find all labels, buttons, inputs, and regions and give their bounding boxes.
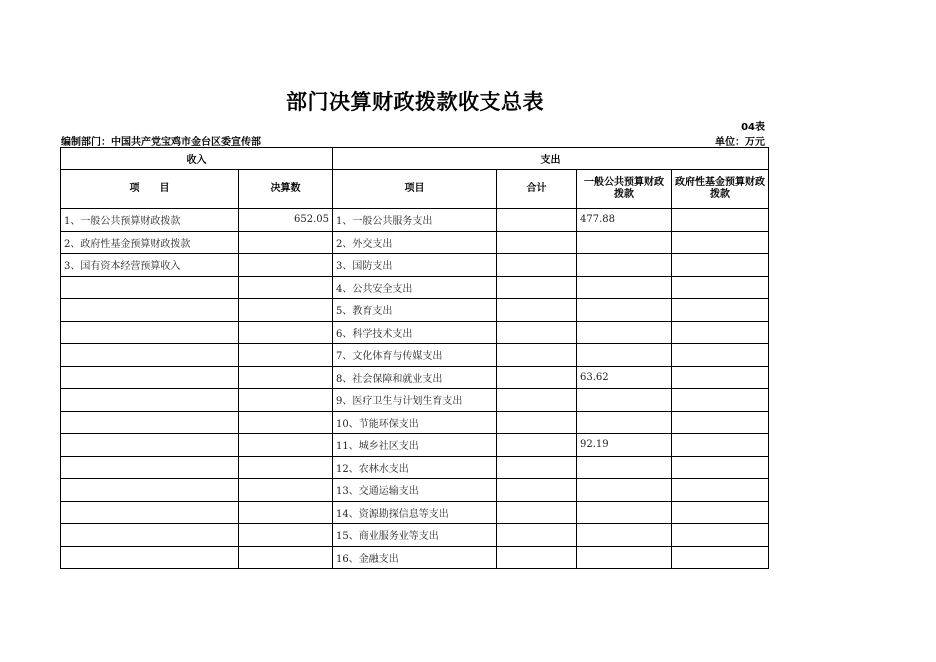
general-budget-cell: [577, 344, 672, 367]
expense-item-cell: 13、交通运输支出: [333, 479, 497, 502]
table-row: [61, 501, 769, 524]
income-item-cell: [61, 434, 239, 457]
general-budget-cell: [577, 546, 672, 569]
report-title: 部门决算财政拨款收支总表: [286, 90, 544, 114]
gov-fund-cell: [672, 209, 769, 232]
expense-item-cell: 10、节能环保支出: [333, 411, 497, 434]
income-item-cell: [61, 546, 239, 569]
table-row: [61, 479, 769, 502]
expense-item-cell: 8、社会保障和就业支出: [333, 366, 497, 389]
total-cell: [497, 479, 577, 502]
expense-item-cell: 5、教育支出: [333, 299, 497, 322]
total-cell: [497, 411, 577, 434]
table-row: [61, 411, 769, 434]
total-cell: [497, 501, 577, 524]
gov-fund-cell: [672, 231, 769, 254]
total-cell: [497, 231, 577, 254]
general-budget-cell: [577, 299, 672, 322]
income-item-cell: [61, 389, 239, 412]
table-row: [61, 299, 769, 322]
table-row: [61, 524, 769, 547]
general-budget-cell: [577, 254, 672, 277]
income-header: 收入: [61, 148, 333, 170]
total-cell: [497, 546, 577, 569]
expense-item-cell: 7、文化体育与传媒支出: [333, 344, 497, 367]
total-cell: [497, 389, 577, 412]
general-budget-cell: [577, 479, 672, 502]
expense-item-cell: 15、商业服务业等支出: [333, 524, 497, 547]
expense-item-cell: 9、医疗卫生与计划生育支出: [333, 389, 497, 412]
general-budget-header: 一般公共预算财政拨款: [577, 170, 672, 209]
income-value-cell: [239, 501, 333, 524]
gov-fund-cell: [672, 546, 769, 569]
income-value-cell: [239, 411, 333, 434]
table-row: [61, 456, 769, 479]
table-row: [61, 321, 769, 344]
gov-fund-cell: [672, 479, 769, 502]
income-value-cell: [239, 389, 333, 412]
income-value-cell: [239, 479, 333, 502]
expense-item-cell: 14、资源勘探信息等支出: [333, 501, 497, 524]
income-item-cell: 2、政府性基金预算财政拨款: [61, 231, 239, 254]
table-row: [61, 231, 769, 254]
income-item-cell: [61, 321, 239, 344]
income-item-cell: 1、一般公共预算财政拨款: [61, 209, 239, 232]
general-budget-cell: [577, 411, 672, 434]
income-item-header: 项 目: [61, 170, 239, 209]
income-item-cell: 3、国有资本经营预算收入: [61, 254, 239, 277]
total-header: 合计: [497, 170, 577, 209]
income-value-cell: [239, 546, 333, 569]
income-value-cell: 652.05: [239, 209, 333, 232]
total-cell: [497, 299, 577, 322]
total-cell: [497, 366, 577, 389]
table-row: [61, 276, 769, 299]
organization-label: 编制部门：中国共产党宝鸡市金台区委宣传部: [61, 137, 261, 148]
total-cell: [497, 524, 577, 547]
gov-fund-cell: [672, 434, 769, 457]
general-budget-cell: [577, 524, 672, 547]
income-item-cell: [61, 479, 239, 502]
gov-fund-header: 政府性基金预算财政拨款: [672, 170, 769, 209]
expense-item-cell: 6、科学技术支出: [333, 321, 497, 344]
total-cell: [497, 276, 577, 299]
gov-fund-cell: [672, 321, 769, 344]
general-budget-cell: [577, 456, 672, 479]
general-budget-cell: [577, 389, 672, 412]
income-value-cell: [239, 299, 333, 322]
expense-item-cell: 3、国防支出: [333, 254, 497, 277]
expense-item-cell: 12、农林水支出: [333, 456, 497, 479]
income-value-cell: [239, 366, 333, 389]
gov-fund-cell: [672, 366, 769, 389]
general-budget-cell: [577, 276, 672, 299]
unit-label: 单位：万元: [715, 137, 765, 148]
table-row: [61, 209, 769, 232]
table-row: [61, 434, 769, 457]
income-value-cell: [239, 276, 333, 299]
expense-header: 支出: [333, 148, 769, 170]
general-budget-cell: [577, 321, 672, 344]
gov-fund-cell: [672, 389, 769, 412]
general-budget-cell: [577, 231, 672, 254]
form-number: 04表: [741, 122, 765, 133]
total-cell: [497, 209, 577, 232]
general-budget-cell: [577, 501, 672, 524]
income-item-cell: [61, 344, 239, 367]
gov-fund-cell: [672, 299, 769, 322]
gov-fund-cell: [672, 524, 769, 547]
income-value-cell: [239, 344, 333, 367]
gov-fund-cell: [672, 276, 769, 299]
income-value-cell: [239, 434, 333, 457]
general-budget-cell: 92.19: [577, 434, 672, 457]
general-budget-cell: 477.88: [577, 209, 672, 232]
general-budget-cell: 63.62: [577, 366, 672, 389]
table-row: [61, 546, 769, 569]
income-value-cell: [239, 231, 333, 254]
table-body: [61, 209, 769, 569]
total-cell: [497, 321, 577, 344]
expense-item-cell: 1、一般公共服务支出: [333, 209, 497, 232]
table-row: [61, 389, 769, 412]
final-amount-header: 决算数: [239, 170, 333, 209]
income-value-cell: [239, 254, 333, 277]
expense-item-cell: 2、外交支出: [333, 231, 497, 254]
income-value-cell: [239, 456, 333, 479]
total-cell: [497, 434, 577, 457]
income-item-cell: [61, 501, 239, 524]
gov-fund-cell: [672, 344, 769, 367]
budget-table: [60, 147, 769, 569]
expense-item-cell: 11、城乡社区支出: [333, 434, 497, 457]
income-item-cell: [61, 411, 239, 434]
expense-item-cell: 16、金融支出: [333, 546, 497, 569]
income-value-cell: [239, 524, 333, 547]
gov-fund-cell: [672, 456, 769, 479]
expense-item-header: 项目: [333, 170, 497, 209]
gov-fund-cell: [672, 501, 769, 524]
table-row: [61, 254, 769, 277]
gov-fund-cell: [672, 254, 769, 277]
income-item-cell: [61, 276, 239, 299]
table-row: [61, 344, 769, 367]
income-item-cell: [61, 299, 239, 322]
total-cell: [497, 344, 577, 367]
table-row: [61, 366, 769, 389]
income-item-cell: [61, 456, 239, 479]
total-cell: [497, 456, 577, 479]
income-value-cell: [239, 321, 333, 344]
total-cell: [497, 254, 577, 277]
expense-item-cell: 4、公共安全支出: [333, 276, 497, 299]
income-item-cell: [61, 366, 239, 389]
gov-fund-cell: [672, 411, 769, 434]
income-item-cell: [61, 524, 239, 547]
